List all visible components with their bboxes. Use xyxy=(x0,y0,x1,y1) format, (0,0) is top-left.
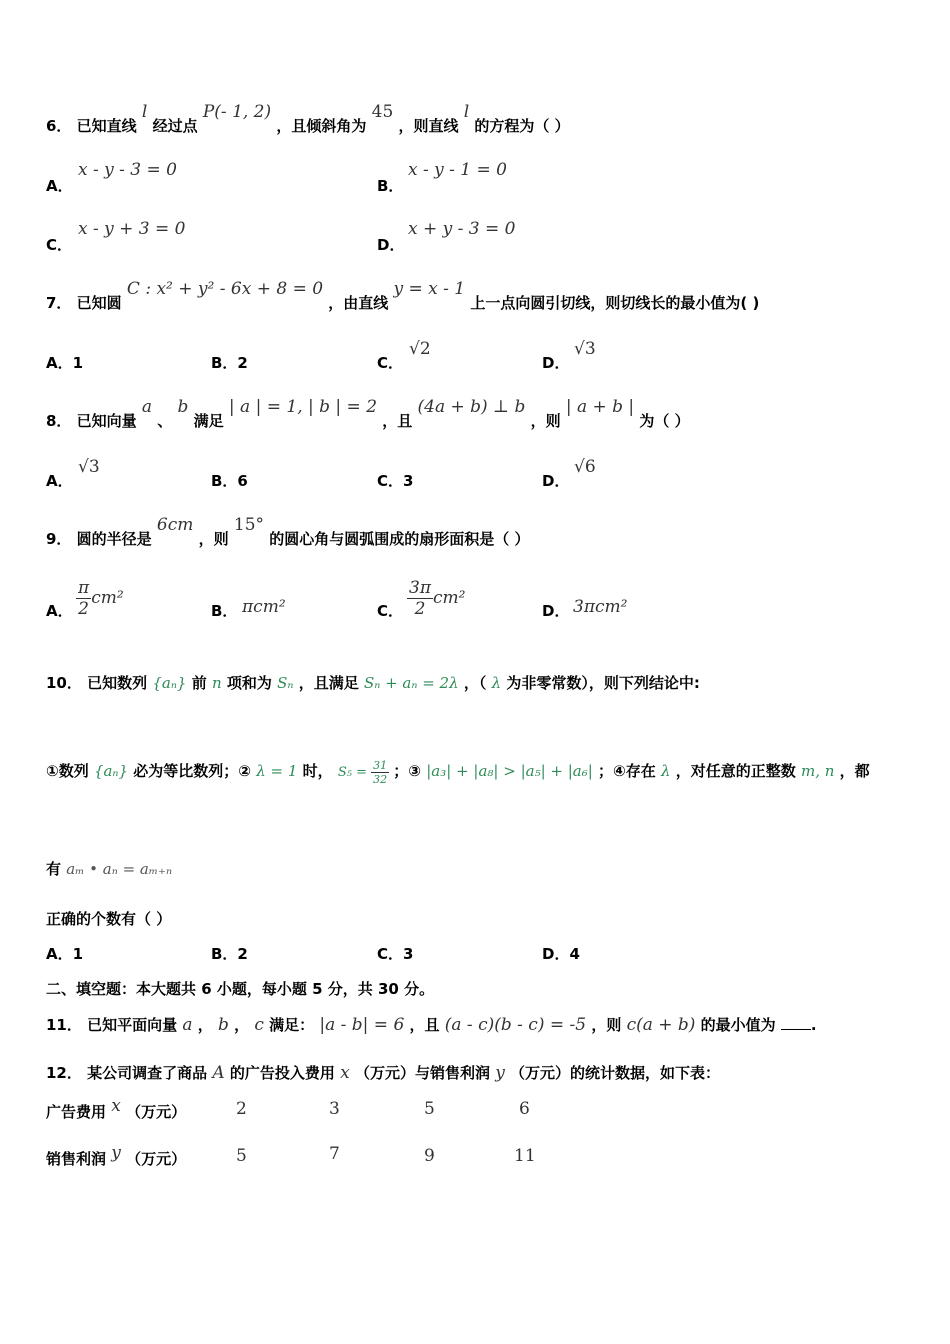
q10-s6: ，都 xyxy=(839,762,870,780)
q10-product: aₘ • aₙ = aₘ₊ₙ xyxy=(66,860,173,878)
q8-perp: (4a + b) ⊥ b xyxy=(417,397,526,417)
q7-text-1: 已知圆 xyxy=(76,294,122,312)
q7-option-d-label: D． xyxy=(542,354,570,372)
q11-period: . xyxy=(810,1016,817,1034)
q7-text-3: 上一点向圆引切线，则切线长的最小值为( ) xyxy=(470,294,760,312)
q10-statement-cont xyxy=(46,858,172,879)
q9-option-a-den: 2 xyxy=(78,599,89,619)
q10-mn: m, n xyxy=(800,762,835,780)
q7-circle-eq: C : x² + y² - 6x + 8 = 0 xyxy=(126,279,324,299)
q10-option-d: D．4 xyxy=(542,945,580,963)
q6-text-3: ，且倾斜角为 xyxy=(276,117,367,135)
q9-option-c-unit: cm² xyxy=(433,588,466,608)
q10-text-3: 项和为 xyxy=(226,674,272,692)
q10-lambda: λ xyxy=(491,674,502,692)
q12-row2-label xyxy=(46,1143,187,1169)
q8-text-5: 为（ ） xyxy=(639,412,690,430)
q11-expression: c(a + b) xyxy=(626,1015,696,1035)
q10-option-b: B．2 xyxy=(211,945,248,963)
q12-var-x: x xyxy=(340,1063,350,1083)
q9-option-c-fraction xyxy=(407,578,433,619)
q11-condition-2: (a - c)(b - c) = -5 xyxy=(444,1015,587,1035)
q8-option-d-label: D． xyxy=(542,472,570,490)
q6-option-a: x - y - 3 = 0 xyxy=(78,160,177,180)
q7-option-c-label: C． xyxy=(377,354,404,372)
q11-comma-1: ， xyxy=(197,1016,213,1034)
q7-text-2: ，由直线 xyxy=(328,294,389,312)
q9-option-b: πcm² xyxy=(242,597,286,617)
q12-row1-label-text: 广告费用 xyxy=(46,1103,107,1121)
q10-stem xyxy=(46,672,700,693)
q12-stem xyxy=(46,1062,720,1083)
q10-option-c: C．3 xyxy=(377,945,414,963)
q11-stem xyxy=(46,1014,817,1035)
q7-option-d: √3 xyxy=(574,339,596,359)
q7-stem xyxy=(46,279,760,313)
q9-option-a-fraction xyxy=(76,578,91,619)
q11-number: 11． xyxy=(46,1016,82,1034)
q9-option-c-label: C． xyxy=(377,602,404,620)
q12-row1-unit: （万元） xyxy=(126,1103,187,1121)
q10-text-5: ，（ xyxy=(463,674,487,692)
q6-option-d-label: D． xyxy=(377,236,405,254)
q10-s4-lambda: λ xyxy=(660,762,671,780)
q11-text-3: ，且 xyxy=(409,1016,440,1034)
q10-text-2: 前 xyxy=(191,674,207,692)
q9-option-a-unit: cm² xyxy=(91,588,124,608)
q11-answer-blank[interactable] xyxy=(781,1015,811,1030)
q9-text-1: 圆的半径是 xyxy=(76,530,152,548)
q8-vector-a: a xyxy=(141,397,153,417)
q9-option-a xyxy=(76,578,124,619)
q6-text-5: 的方程为（ ） xyxy=(474,117,570,135)
q6-number: 6． xyxy=(46,117,72,135)
q9-option-a-num: π xyxy=(78,578,90,598)
q8-sep: 、 xyxy=(157,412,173,430)
q8-text-1: 已知向量 xyxy=(76,412,137,430)
q10-s5-num: 31 xyxy=(373,759,388,772)
q12-row2-unit: （万元） xyxy=(126,1150,187,1168)
q7-option-c: √2 xyxy=(409,339,431,359)
q6-point: P(- 1, 2) xyxy=(202,102,272,122)
q6-option-b: x - y - 1 = 0 xyxy=(408,160,507,180)
q11-vector-b: b xyxy=(217,1015,229,1035)
q10-s1: ①数列 xyxy=(46,762,89,780)
q7-option-a: A．1 xyxy=(46,354,84,372)
q7-line-eq: y = x - 1 xyxy=(393,279,466,299)
q9-option-c xyxy=(407,578,465,619)
q6-stem xyxy=(46,102,570,136)
q10-inequality: |a₃| + |a₈| > |a₅| + |a₆| xyxy=(426,762,593,780)
q11-text-4: ，则 xyxy=(591,1016,622,1034)
q11-condition: |a - b| = 6 xyxy=(319,1015,405,1035)
q9-option-c-num: 3π xyxy=(409,578,431,598)
q12-product-a: A xyxy=(212,1063,225,1083)
q9-number: 9． xyxy=(46,530,72,548)
q8-text-2: 满足 xyxy=(193,412,224,430)
q10-text-4: ，且满足 xyxy=(298,674,359,692)
q12-text-3: （万元）与销售利润 xyxy=(354,1064,490,1082)
q6-line-l-2: l xyxy=(463,102,470,122)
q12-text-1: 某公司调查了商品 xyxy=(87,1064,208,1082)
q9-radius: 6cm xyxy=(156,515,194,535)
q12-text-2: 的广告投入费用 xyxy=(229,1064,335,1082)
q12-row2-cell-3: 9 xyxy=(424,1146,435,1166)
q10-text-6: 为非零常数），则下列结论中: xyxy=(506,674,700,692)
q8-vector-b: b xyxy=(177,397,189,417)
q8-expr: | a + b | xyxy=(565,397,635,417)
q10-s1-seq: {aₙ} xyxy=(93,762,129,780)
q10-s5-den: 32 xyxy=(373,773,388,786)
q6-line-l: l xyxy=(141,102,148,122)
q9-option-a-label: A． xyxy=(46,602,73,620)
q9-option-c-den: 2 xyxy=(414,599,426,619)
q8-option-d: √6 xyxy=(574,457,596,477)
q10-n: n xyxy=(211,674,222,692)
q6-option-c: x - y + 3 = 0 xyxy=(78,219,186,239)
q6-option-b-label: B． xyxy=(377,177,404,195)
q11-comma-2: ， xyxy=(234,1016,250,1034)
q6-option-a-label: A． xyxy=(46,177,73,195)
q6-text-4: ，则直线 xyxy=(398,117,459,135)
q10-s5-expr xyxy=(337,759,393,786)
q6-angle: 45 xyxy=(371,102,394,122)
q10-s5-lhs: S₅ = xyxy=(337,765,368,780)
q6-text-2: 经过点 xyxy=(152,117,198,135)
q12-number: 12． xyxy=(46,1064,82,1082)
q12-row1-cell-1: 2 xyxy=(236,1099,247,1119)
q12-var-y: y xyxy=(495,1063,505,1083)
q10-sequence: {aₙ} xyxy=(152,674,187,692)
q8-option-a: √3 xyxy=(78,457,100,477)
q12-row2-cell-2: 7 xyxy=(329,1144,340,1164)
q8-number: 8． xyxy=(46,412,72,430)
q10-lambda-eq-1: λ = 1 xyxy=(256,762,298,780)
q8-text-4: ，则 xyxy=(530,412,561,430)
q10-option-a: A．1 xyxy=(46,945,84,963)
q6-text-1: 已知直线 xyxy=(76,117,137,135)
q9-angle: 15° xyxy=(233,515,265,535)
q10-s5: ，对任意的正整数 xyxy=(675,762,796,780)
q8-condition: | a | = 1, | b | = 2 xyxy=(228,397,378,417)
q12-row2-label-text: 销售利润 xyxy=(46,1150,107,1168)
q10-s1b: 必为等比数列；② xyxy=(133,762,251,780)
q12-row1-cell-3: 5 xyxy=(424,1099,435,1119)
q10-equation: Sₙ + aₙ = 2λ xyxy=(363,674,459,692)
q9-text-3: 的圆心角与圆弧围成的扇形面积是（ ） xyxy=(269,530,530,548)
q7-option-b: B．2 xyxy=(211,354,248,372)
q12-row2-cell-1: 5 xyxy=(236,1146,247,1166)
q12-row1-cell-2: 3 xyxy=(329,1099,340,1119)
q9-option-d: 3πcm² xyxy=(573,597,628,617)
q11-vector-a: a xyxy=(182,1015,193,1035)
q12-row2-cell-4: 11 xyxy=(514,1146,536,1166)
q10-text-1: 已知数列 xyxy=(87,674,148,692)
q10-statements xyxy=(46,759,870,786)
q7-number: 7． xyxy=(46,294,72,312)
q8-stem xyxy=(46,397,690,431)
q12-row1-var: x xyxy=(111,1096,121,1116)
q9-text-2: ，则 xyxy=(198,530,229,548)
q10-number: 10． xyxy=(46,674,82,692)
q6-option-d: x + y - 3 = 0 xyxy=(408,219,516,239)
q11-vector-c: c xyxy=(254,1015,264,1035)
q10-s7: 有 xyxy=(46,860,62,878)
q6-option-c-label: C． xyxy=(46,236,73,254)
q11-text-5: 的最小值为 xyxy=(700,1016,776,1034)
q9-stem xyxy=(46,515,530,549)
q10-sn: Sₙ xyxy=(277,674,294,692)
q8-option-a-label: A． xyxy=(46,472,73,490)
q12-row1-label xyxy=(46,1096,187,1122)
q12-row2-var: y xyxy=(111,1143,121,1163)
q9-option-d-label: D． xyxy=(542,602,570,620)
q10-s3: ；③ xyxy=(393,762,421,780)
q10-s4: ；④存在 xyxy=(598,762,656,780)
q8-option-b: B．6 xyxy=(211,472,248,490)
section-heading: 二、填空题：本大题共 6 小题，每小题 5 分，共 30 分。 xyxy=(46,980,435,998)
q10-count: 正确的个数有（ ） xyxy=(46,910,172,928)
q9-option-b-label: B． xyxy=(211,602,238,620)
q8-text-3: ，且 xyxy=(382,412,413,430)
q11-text-2: 满足： xyxy=(269,1016,315,1034)
q10-s2: 时， xyxy=(302,762,333,780)
q12-text-4: （万元）的统计数据，如下表： xyxy=(510,1064,721,1082)
q10-s5-fraction xyxy=(371,759,389,786)
q11-text-1: 已知平面向量 xyxy=(87,1016,178,1034)
q8-option-c: C．3 xyxy=(377,472,414,490)
q12-row1-cell-4: 6 xyxy=(519,1099,530,1119)
